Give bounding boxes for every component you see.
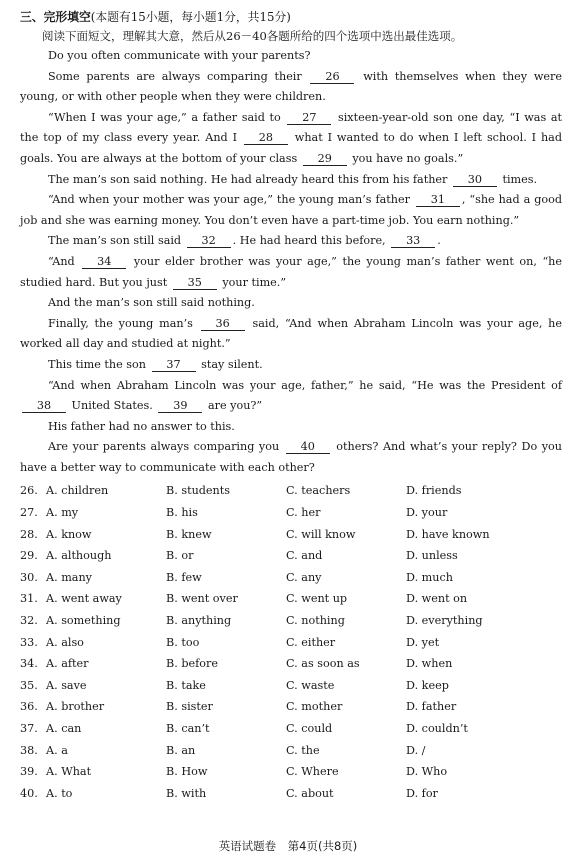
option-a[interactable]: A. a bbox=[46, 743, 68, 757]
passage-text: said, “And when Abraham Lincoln was your age, he worked all day and studied at night.” bbox=[20, 316, 563, 351]
question-number: 40. bbox=[20, 786, 38, 800]
blank-40[interactable]: 40 bbox=[286, 440, 330, 454]
option-a[interactable]: A. save bbox=[46, 678, 87, 692]
option-d[interactable]: D. much bbox=[406, 570, 453, 584]
question-row bbox=[20, 696, 562, 718]
option-a[interactable]: A. something bbox=[46, 614, 121, 628]
section-title: 三、完形填空 bbox=[20, 10, 91, 24]
option-a[interactable]: A. brother bbox=[46, 700, 105, 714]
blank-29[interactable]: 29 bbox=[303, 152, 347, 166]
question-number: 26. bbox=[20, 484, 38, 498]
blank-27[interactable]: 27 bbox=[287, 111, 331, 125]
blank-30[interactable]: 30 bbox=[453, 173, 497, 187]
passage-paragraph bbox=[20, 190, 562, 231]
option-a[interactable]: A. went away bbox=[46, 592, 122, 606]
question-row bbox=[20, 502, 562, 524]
passage-text: Finally, the young man’s bbox=[48, 316, 199, 330]
option-a[interactable]: A. children bbox=[46, 484, 109, 498]
option-c[interactable]: C. Where bbox=[286, 765, 339, 779]
passage-paragraph bbox=[20, 417, 562, 438]
question-number: 32. bbox=[20, 614, 38, 628]
option-d[interactable]: D. went on bbox=[406, 592, 468, 606]
passage-text: This time the son bbox=[48, 357, 150, 371]
passage-paragraph bbox=[20, 376, 562, 417]
passage-paragraph bbox=[20, 314, 562, 355]
question-row bbox=[20, 545, 562, 567]
question-row bbox=[20, 610, 562, 632]
option-a[interactable]: A. although bbox=[46, 549, 112, 563]
passage-text: And the man’s son still said nothing. bbox=[48, 296, 255, 310]
option-c[interactable]: C. will know bbox=[286, 527, 356, 541]
option-b[interactable]: B. knew bbox=[166, 527, 212, 541]
option-d[interactable]: D. have known bbox=[406, 527, 490, 541]
passage-text: “And when Abraham Lincoln was your age, father,” he said, “He was the President of bbox=[48, 378, 562, 392]
option-b[interactable]: B. students bbox=[166, 484, 231, 498]
passage-text: you have no goals.” bbox=[348, 151, 464, 165]
blank-26[interactable]: 26 bbox=[310, 70, 354, 84]
passage-text: The man’s son still said bbox=[48, 234, 185, 248]
option-a[interactable]: A. know bbox=[46, 527, 92, 541]
option-b[interactable]: B. an bbox=[166, 743, 196, 757]
question-number: 30. bbox=[20, 570, 38, 584]
blank-37[interactable]: 37 bbox=[152, 358, 196, 372]
option-a[interactable]: A. also bbox=[46, 635, 84, 649]
option-a[interactable]: A. many bbox=[46, 570, 92, 584]
passage-paragraph bbox=[20, 355, 562, 376]
option-b[interactable]: B. went over bbox=[166, 592, 238, 606]
passage-text: “And when your mother was your age,” the young man’s father bbox=[48, 193, 414, 207]
option-c[interactable]: C. either bbox=[286, 635, 336, 649]
option-d[interactable]: D. keep bbox=[406, 678, 449, 692]
passage-paragraph bbox=[20, 252, 562, 293]
passage-title: Do you often communicate with your parents? bbox=[48, 49, 311, 62]
option-d[interactable]: D. friends bbox=[406, 484, 462, 498]
option-c[interactable]: C. and bbox=[286, 549, 323, 563]
passage-text: what I wanted to do when I left school. I had goals. You are always at the bottom of your class bbox=[20, 131, 562, 165]
option-a[interactable]: A. after bbox=[46, 657, 89, 671]
passage-text: , “she had a good job and she was earning money. You don’t even have a part-time job. You earn nothing.” bbox=[20, 193, 562, 227]
passage-text: United States. bbox=[68, 399, 157, 413]
passage-text: stay silent. bbox=[197, 357, 263, 371]
options-list bbox=[20, 480, 562, 804]
option-c[interactable]: C. as soon as bbox=[286, 657, 360, 671]
blank-32[interactable]: 32 bbox=[187, 234, 231, 248]
question-row bbox=[20, 524, 562, 546]
option-c[interactable]: C. waste bbox=[286, 678, 335, 692]
option-a[interactable]: A. What bbox=[46, 765, 92, 779]
blank-34[interactable]: 34 bbox=[82, 255, 126, 269]
question-number: 28. bbox=[20, 527, 38, 541]
passage-text: . He had heard this before, bbox=[232, 234, 390, 248]
option-d[interactable]: D. Who bbox=[406, 765, 448, 779]
option-a[interactable]: A. my bbox=[46, 506, 79, 520]
option-a[interactable]: A. can bbox=[46, 722, 82, 735]
option-b[interactable]: B. or bbox=[166, 549, 194, 563]
option-a[interactable]: A. to bbox=[46, 786, 73, 800]
question-number: 35. bbox=[20, 678, 38, 692]
option-b[interactable]: B. can’t bbox=[166, 722, 210, 735]
question-number: 31. bbox=[20, 592, 38, 606]
question-number: 39. bbox=[20, 765, 38, 779]
option-b[interactable]: B. anything bbox=[166, 614, 232, 628]
option-c[interactable]: C. teachers bbox=[286, 484, 351, 498]
passage-text: your time.” bbox=[218, 275, 287, 289]
option-b[interactable]: B. his bbox=[166, 506, 198, 520]
passage-paragraph bbox=[20, 293, 562, 314]
passage-text: sixteen-year-old son one day, “I was at the top of my class every year. And I bbox=[20, 110, 562, 145]
option-c[interactable]: C. nothing bbox=[286, 614, 345, 628]
passage-text: times. bbox=[498, 172, 538, 186]
question-row bbox=[20, 761, 562, 783]
passage-text: . bbox=[437, 234, 441, 248]
passage-paragraph bbox=[20, 108, 562, 170]
option-b[interactable]: B. before bbox=[166, 657, 218, 671]
option-d[interactable]: D. your bbox=[406, 506, 448, 520]
page-footer: 英语试题卷 第4页(共8页) bbox=[218, 839, 358, 853]
question-number: 34. bbox=[20, 657, 38, 671]
option-b[interactable]: B. few bbox=[166, 570, 202, 584]
passage-paragraph bbox=[20, 67, 562, 108]
option-d[interactable]: D. unless bbox=[406, 549, 458, 563]
question-row bbox=[20, 718, 562, 740]
passage-paragraph bbox=[20, 231, 562, 252]
section-subtitle: (本题有15小题，每小题1分，共15分) bbox=[90, 10, 291, 24]
option-b[interactable]: B. How bbox=[166, 765, 208, 779]
blank-31[interactable]: 31 bbox=[416, 193, 460, 207]
option-c[interactable]: C. the bbox=[286, 743, 320, 757]
option-d[interactable]: D. couldn’t bbox=[406, 722, 468, 735]
passage-paragraph bbox=[20, 170, 562, 191]
passage-text: with themselves when they were young, or with other people when they were children. bbox=[20, 69, 562, 104]
option-c[interactable]: C. any bbox=[286, 570, 322, 584]
question-row bbox=[20, 588, 562, 610]
passage-text: The man’s son said nothing. He had already heard this from his father bbox=[48, 172, 451, 186]
option-c[interactable]: C. went up bbox=[286, 592, 348, 606]
passage-body bbox=[20, 67, 562, 479]
option-d[interactable]: D. everything bbox=[406, 614, 483, 628]
question-row bbox=[20, 675, 562, 697]
passage-text: “And bbox=[48, 254, 81, 268]
option-d[interactable]: D. for bbox=[406, 786, 438, 800]
option-d[interactable]: D. / bbox=[406, 743, 426, 757]
section-heading bbox=[20, 8, 562, 26]
option-c[interactable]: C. could bbox=[286, 722, 333, 735]
question-number: 33. bbox=[20, 635, 38, 649]
question-number: 37. bbox=[20, 722, 38, 735]
option-b[interactable]: B. too bbox=[166, 635, 200, 649]
option-b[interactable]: B. take bbox=[166, 678, 206, 692]
blank-33[interactable]: 33 bbox=[391, 234, 435, 248]
question-number: 36. bbox=[20, 700, 38, 714]
question-number: 27. bbox=[20, 506, 38, 520]
section-instruction: 阅读下面短文，理解其大意，然后从26－40各题所给的四个选项中选出最佳选项。 bbox=[42, 29, 463, 43]
question-row bbox=[20, 480, 562, 502]
passage-text: Are your parents always comparing you bbox=[48, 440, 284, 454]
blank-38[interactable]: 38 bbox=[22, 399, 66, 413]
question-row bbox=[20, 740, 562, 762]
question-row bbox=[20, 783, 562, 805]
option-b[interactable]: B. with bbox=[166, 786, 207, 800]
option-d[interactable]: D. father bbox=[406, 700, 457, 714]
option-d[interactable]: D. when bbox=[406, 657, 453, 671]
blank-39[interactable]: 39 bbox=[158, 399, 202, 413]
question-number: 38. bbox=[20, 743, 38, 757]
question-row bbox=[20, 653, 562, 675]
blank-36[interactable]: 36 bbox=[201, 317, 245, 331]
option-b[interactable]: B. sister bbox=[166, 700, 213, 714]
blank-28[interactable]: 28 bbox=[244, 131, 288, 145]
passage-text: others? And what’s your reply? Do you have a better way to communicate with each other? bbox=[20, 440, 562, 474]
blank-35[interactable]: 35 bbox=[173, 276, 217, 290]
passage-text: His father had no answer to this. bbox=[48, 419, 235, 433]
option-c[interactable]: C. her bbox=[286, 506, 321, 520]
question-row bbox=[20, 567, 562, 589]
passage-text: are you?” bbox=[204, 399, 263, 413]
option-d[interactable]: D. yet bbox=[406, 635, 440, 649]
passage-text: “When I was your age,” a father said to bbox=[48, 110, 286, 124]
question-row bbox=[20, 632, 562, 654]
question-number: 29. bbox=[20, 549, 38, 563]
passage-text: Some parents are always comparing their bbox=[48, 69, 309, 83]
option-c[interactable]: C. mother bbox=[286, 700, 343, 714]
option-c[interactable]: C. about bbox=[286, 786, 334, 800]
passage-paragraph bbox=[20, 437, 562, 478]
passage-text: your elder brother was your age,” the young man’s father went on, “he studied hard. But you just bbox=[20, 254, 562, 289]
